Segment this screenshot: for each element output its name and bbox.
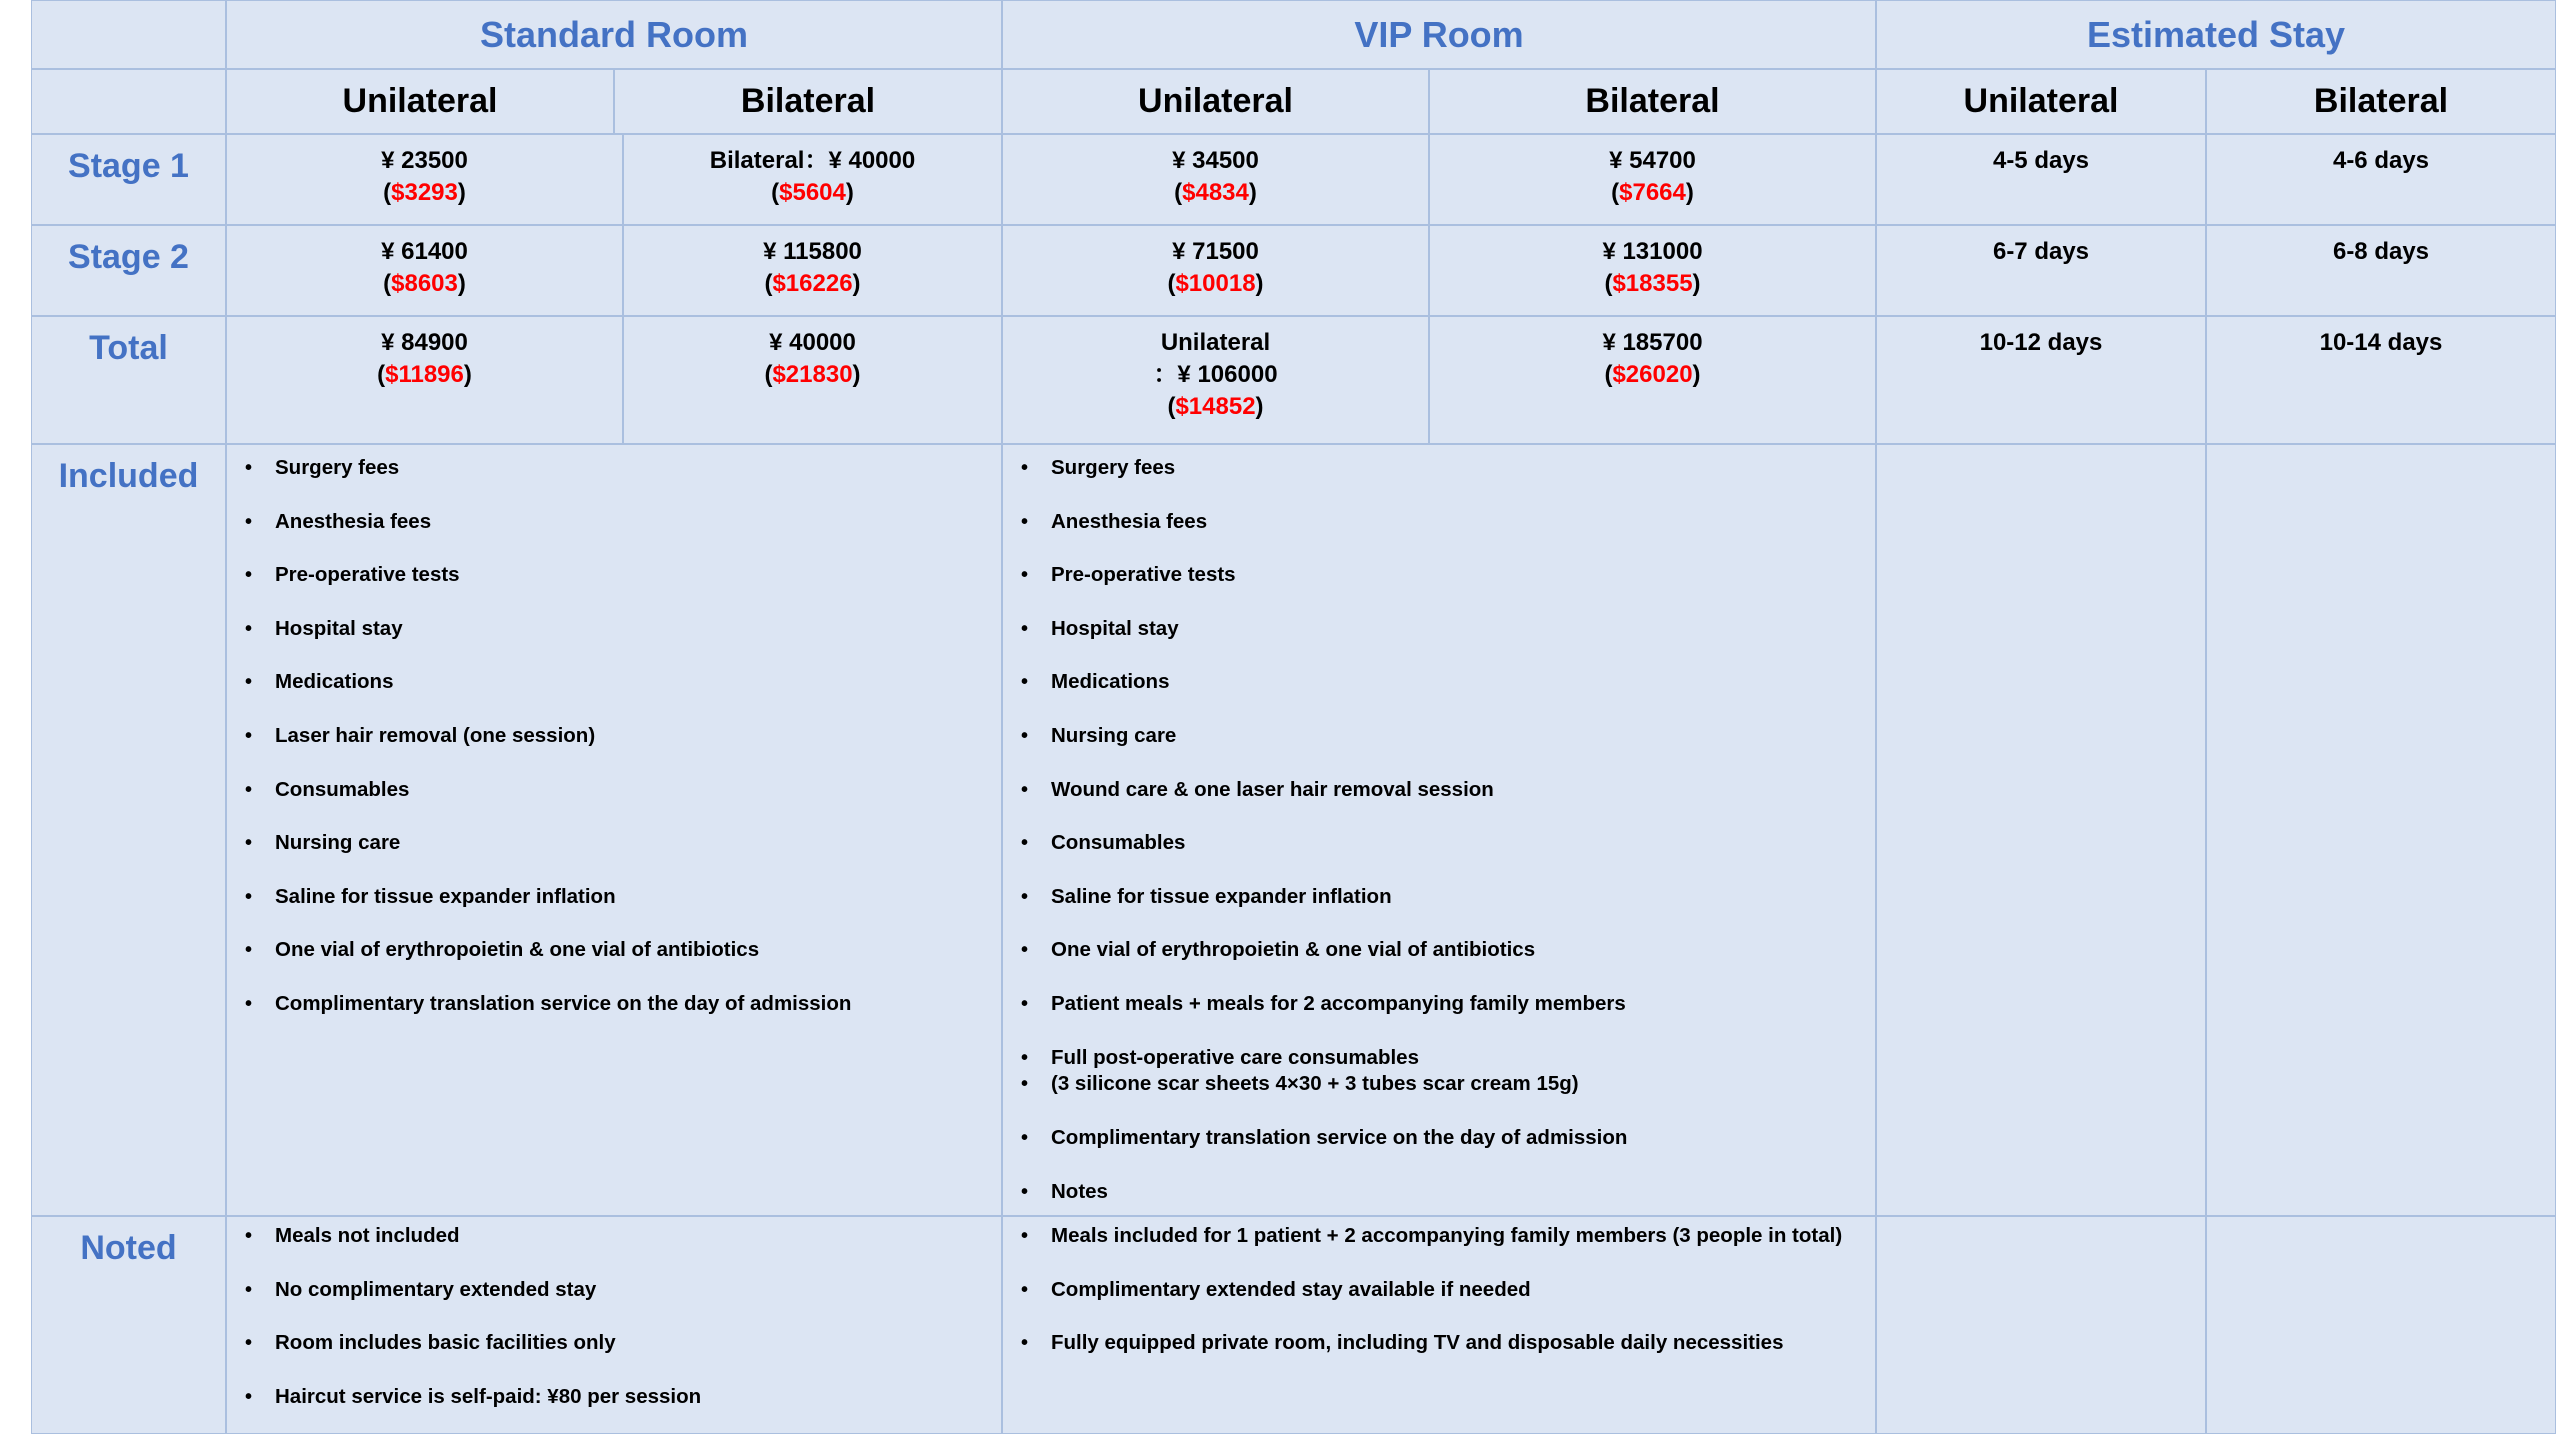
list-item: • Saline for tissue expander inflation: [1021, 884, 1865, 938]
cny-amount: ¥ 40000: [769, 329, 856, 356]
row-label-included: Included: [31, 444, 226, 1216]
subheader-vip-unilateral: Unilateral: [1002, 69, 1429, 134]
list-item: • Hospital stay: [245, 616, 991, 670]
price-total-standard-unilateral: ¥ 84900 ($11896): [226, 316, 623, 444]
usd-amount: $3293: [391, 179, 458, 206]
cny-amount: ¥ 23500: [381, 147, 468, 174]
included-standard-list: [245, 455, 991, 1045]
stay-s2-unilateral: 6-7 days: [1876, 225, 2206, 316]
list-item: • Room includes basic facilities only: [245, 1330, 991, 1384]
cny-amount: ¥ 115800: [763, 238, 862, 265]
included-standard-cell: [226, 444, 1002, 1216]
cny-amount: ¥ 54700: [1609, 147, 1696, 174]
header-standard-room: Standard Room: [226, 0, 1002, 69]
usd-amount: $16226: [772, 270, 853, 297]
list-item: • Consumables: [1021, 830, 1865, 884]
noted-vip-list: [1021, 1223, 1865, 1384]
noted-standard-cell: [226, 1216, 1002, 1434]
subheader-standard-unilateral: Unilateral: [226, 69, 614, 134]
list-item: • Surgery fees: [1021, 455, 1865, 509]
list-item: • (3 silicone scar sheets 4×30 + 3 tubes scar cream 15g): [1021, 1071, 1865, 1125]
list-item: • Medications: [1021, 669, 1865, 723]
list-item: • Anesthesia fees: [245, 509, 991, 563]
price-s1-vip-bilateral: ¥ 54700 ($7664): [1429, 134, 1876, 225]
cny-amount: ¥ 131000: [1602, 238, 1703, 265]
price-s2-vip-unilateral: ¥ 71500 ($10018): [1002, 225, 1429, 316]
list-item: • Pre-operative tests: [245, 562, 991, 616]
list-item: • Surgery fees: [245, 455, 991, 509]
stay-s1-bilateral: 4-6 days: [2206, 134, 2556, 225]
usd-amount: $8603: [391, 270, 458, 297]
cny-amount: ¥ 40000: [828, 147, 916, 174]
list-item: • Meals included for 1 patient + 2 accompanying family members (3 people in total): [1021, 1223, 1865, 1277]
list-item: • Laser hair removal (one session): [245, 723, 991, 777]
list-item: • Saline for tissue expander inflation: [245, 884, 991, 938]
price-s2-standard-bilateral: ¥ 115800 ($16226): [623, 225, 1002, 316]
subheader-stay-unilateral: Unilateral: [1876, 69, 2206, 134]
usd-amount: $26020: [1612, 361, 1693, 388]
subheader-stay-bilateral: Bilateral: [2206, 69, 2556, 134]
cny-amount: ：¥ 106000: [1153, 361, 1278, 388]
price-prefix: Unilateral: [1160, 329, 1271, 356]
usd-amount: $5604: [779, 179, 846, 206]
list-item: • Complimentary translation service on the day of admission: [245, 991, 991, 1045]
row-label-stage-1: Stage 1: [31, 134, 226, 225]
list-item: • Nursing care: [245, 830, 991, 884]
list-item: • Full post-operative care consumables: [1021, 1045, 1865, 1072]
header-estimated-stay: Estimated Stay: [1876, 0, 2556, 69]
corner-cell: [31, 0, 226, 69]
list-item: • Pre-operative tests: [1021, 562, 1865, 616]
price-s1-standard-unilateral: ¥ 23500 ($3293): [226, 134, 623, 225]
price-total-vip-bilateral: ¥ 185700 ($26020): [1429, 316, 1876, 444]
list-item: • Patient meals + meals for 2 accompanying family members: [1021, 991, 1865, 1045]
price-s1-vip-unilateral: ¥ 34500 ($4834): [1002, 134, 1429, 225]
noted-stay-bilateral-blank: [2206, 1216, 2556, 1434]
list-item: • No complimentary extended stay: [245, 1277, 991, 1331]
stay-total-bilateral: 10-14 days: [2206, 316, 2556, 444]
included-stay-bilateral-blank: [2206, 444, 2556, 1216]
cny-amount: ¥ 34500: [1172, 147, 1259, 174]
usd-amount: $18355: [1612, 270, 1693, 297]
list-item: • Anesthesia fees: [1021, 509, 1865, 563]
noted-vip-cell: [1002, 1216, 1876, 1434]
list-item: • Nursing care: [1021, 723, 1865, 777]
row-label-stage-2: Stage 2: [31, 225, 226, 316]
price-prefix: Bilateral：: [709, 147, 829, 174]
price-total-standard-bilateral: ¥ 40000 ($21830): [623, 316, 1002, 444]
usd-amount: $14852: [1175, 393, 1256, 420]
subheader-standard-bilateral: Bilateral: [614, 69, 1002, 134]
list-item: • Complimentary translation service on the day of admission: [1021, 1125, 1865, 1179]
cny-amount: ¥ 185700: [1602, 329, 1703, 356]
header-vip-room: VIP Room: [1002, 0, 1876, 69]
included-vip-cell: [1002, 444, 1876, 1216]
cny-amount: ¥ 84900: [381, 329, 468, 356]
list-item: • Wound care & one laser hair removal session: [1021, 777, 1865, 831]
included-stay-unilateral-blank: [1876, 444, 2206, 1216]
price-total-vip-unilateral: Unilateral ：¥ 106000 ($14852): [1002, 316, 1429, 444]
noted-stay-unilateral-blank: [1876, 1216, 2206, 1434]
list-item: • Hospital stay: [1021, 616, 1865, 670]
usd-amount: $21830: [772, 361, 853, 388]
stay-total-unilateral: 10-12 days: [1876, 316, 2206, 444]
cny-amount: ¥ 71500: [1172, 238, 1259, 265]
list-item: • One vial of erythropoietin & one vial of antibiotics: [245, 937, 991, 991]
subheader-vip-bilateral: Bilateral: [1429, 69, 1876, 134]
list-item: • One vial of erythropoietin & one vial of antibiotics: [1021, 937, 1865, 991]
usd-amount: $11896: [385, 361, 464, 388]
price-s2-standard-unilateral: ¥ 61400 ($8603): [226, 225, 623, 316]
list-item: • Meals not included: [245, 1223, 991, 1277]
price-s1-standard-bilateral: Bilateral：¥ 40000 ($5604): [623, 134, 1002, 225]
included-vip-list: [1021, 455, 1865, 1232]
row-label-total: Total: [31, 316, 226, 444]
list-item: • Fully equipped private room, including TV and disposable daily necessities: [1021, 1330, 1865, 1384]
list-item: • Notes: [1021, 1179, 1865, 1233]
usd-amount: $10018: [1175, 270, 1256, 297]
cny-amount: ¥ 61400: [381, 238, 468, 265]
list-item: • Consumables: [245, 777, 991, 831]
stay-s1-unilateral: 4-5 days: [1876, 134, 2206, 225]
price-s2-vip-bilateral: ¥ 131000 ($18355): [1429, 225, 1876, 316]
subheader-blank: [31, 69, 226, 134]
usd-amount: $7664: [1619, 179, 1686, 206]
list-item: • Medications: [245, 669, 991, 723]
stay-s2-bilateral: 6-8 days: [2206, 225, 2556, 316]
row-label-noted: Noted: [31, 1216, 226, 1434]
list-item: • Complimentary extended stay available if needed: [1021, 1277, 1865, 1331]
noted-standard-list: [245, 1223, 991, 1437]
usd-amount: $4834: [1182, 179, 1249, 206]
list-item: • Haircut service is self-paid: ¥80 per session: [245, 1384, 991, 1438]
